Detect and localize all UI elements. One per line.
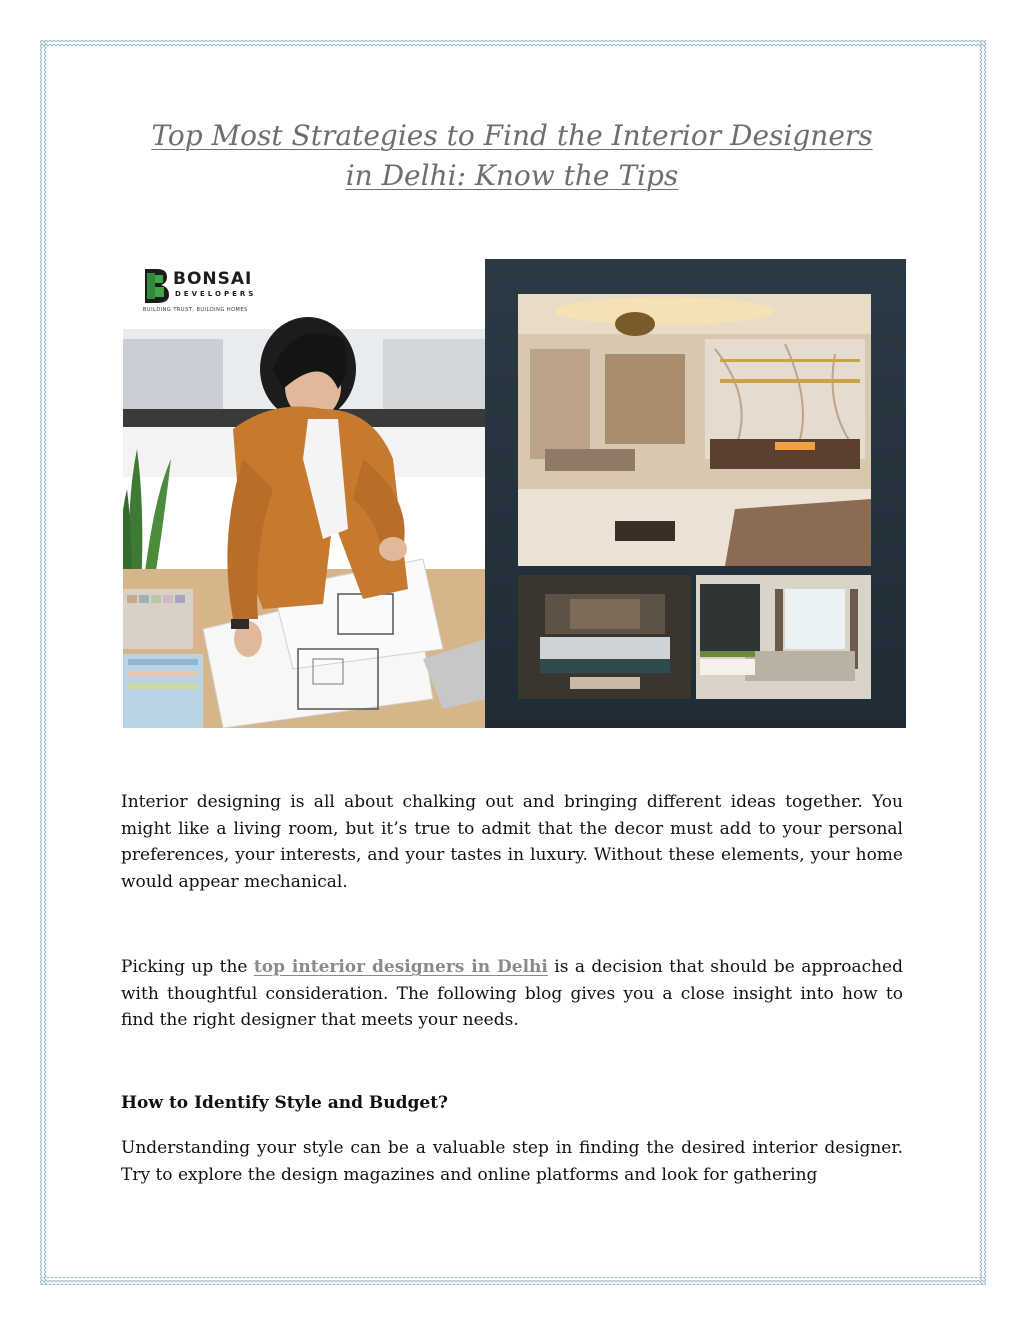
section-heading: How to Identify Style and Budget? <box>121 1093 449 1113</box>
bonsai-logo-icon <box>143 269 169 303</box>
bedroom-photo <box>518 575 691 699</box>
logo-tagline: BUILDING TRUST, BUILDING HOMES <box>143 307 248 313</box>
hero-image <box>123 259 906 728</box>
intro-paragraph: Interior designing is all about chalking out and bringing different ideas together. You might like a living room, but it’s true to admit that the decor must add to your personal preferences, your interests, and your tastes in luxury. Without these elements, your home would appear mechanical. <box>121 792 903 892</box>
top-interior-designers-link[interactable]: top interior designers in Delhi <box>253 957 548 977</box>
designer-photo <box>123 259 485 728</box>
interior-photos <box>485 259 906 728</box>
paragraph-text-before: Picking up the <box>121 957 254 977</box>
logo-name: BONSAI <box>173 269 253 289</box>
living-room-photo <box>518 294 871 566</box>
interior-collage <box>485 259 906 728</box>
paragraph-text-after: is a decision that should be approached with thoughtful consideration. The following blog gives you a close insight into how to find the right designer that meets your needs. <box>121 957 904 1030</box>
lounge-photo <box>696 575 871 699</box>
bonsai-logo <box>143 269 263 319</box>
logo-subtitle: DEVELOPERS <box>175 290 257 298</box>
style-paragraph: Understanding your style can be a valuable step in finding the desired interior designer. Try to explore the design magazines and online platforms and look for gathering <box>121 1138 903 1185</box>
page-title: Top Most Strategies to Find the Interior Designers in Delhi: Know the Tips <box>151 119 873 192</box>
designer-illustration <box>123 259 485 728</box>
designers-paragraph <box>121 954 903 1034</box>
